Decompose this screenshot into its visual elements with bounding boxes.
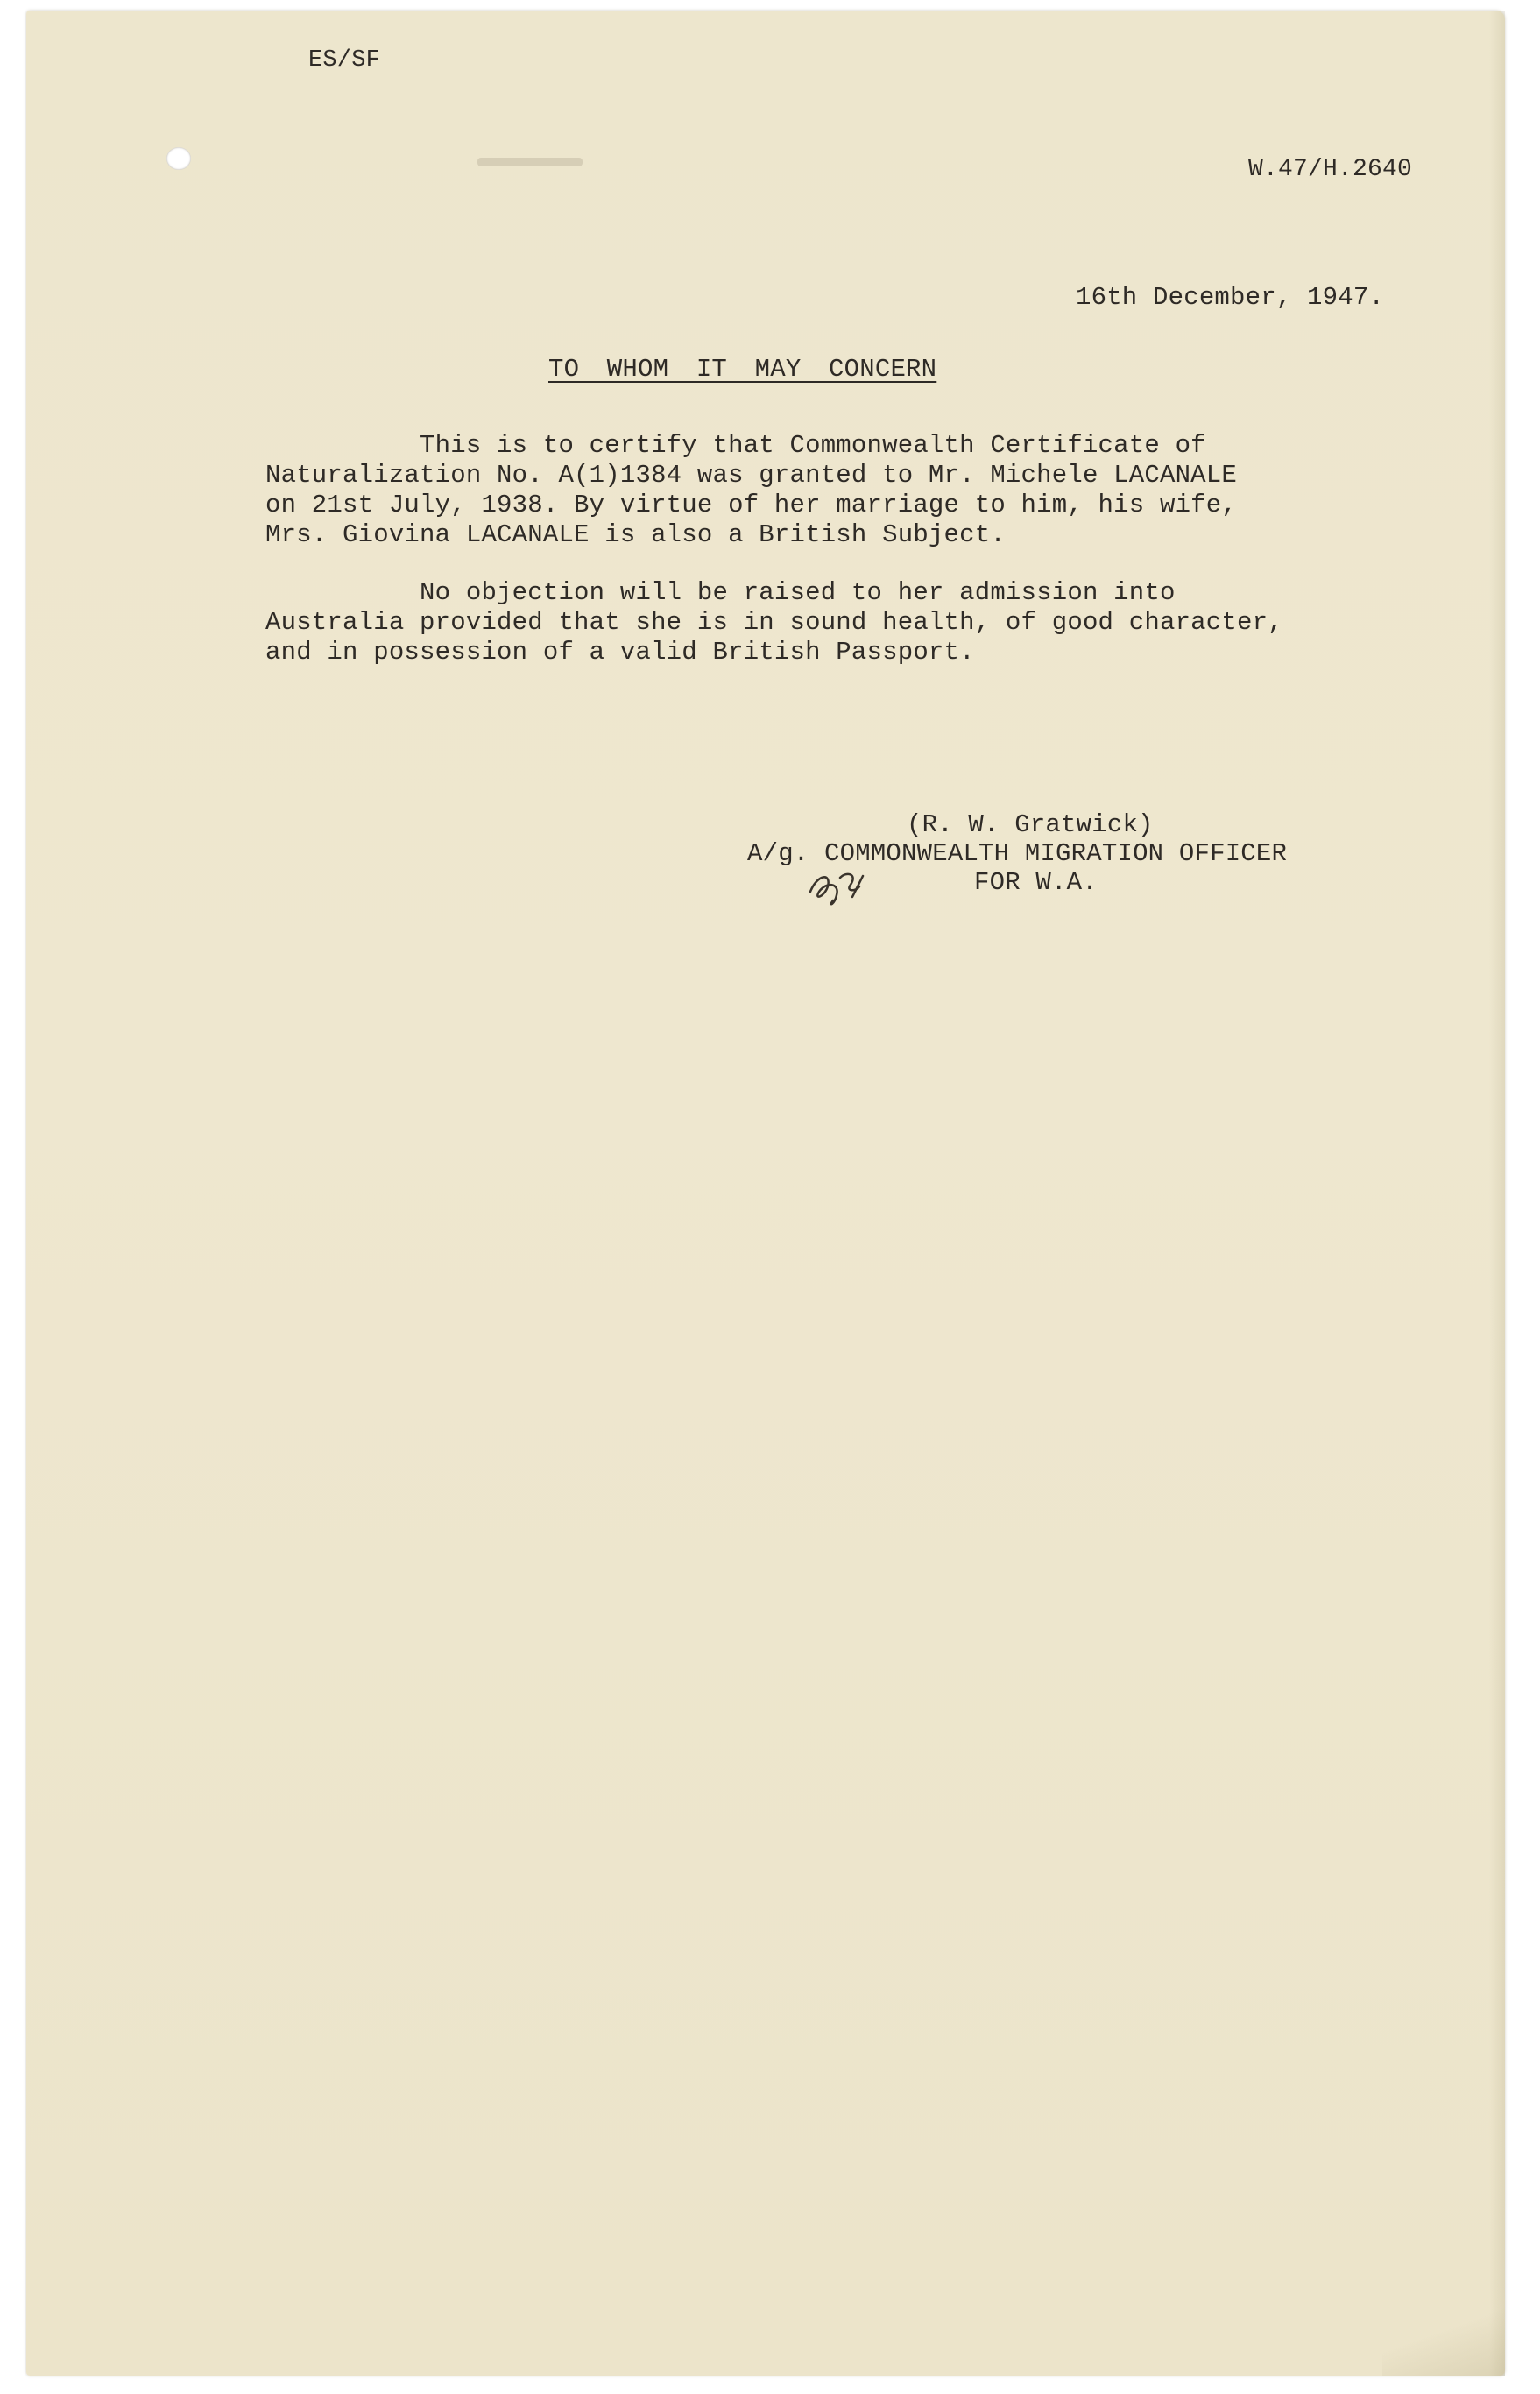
admission-paragraph: No objection will be raised to her admission into Australia provided that she is in sound health, of good character, and in possession of a valid British Passport.: [265, 578, 1283, 667]
document-date: 16th December, 1947.: [1076, 283, 1385, 312]
punch-hole: [166, 147, 191, 170]
certification-paragraph: This is to certify that Commonwealth Certificate of Naturalization No. A(1)1384 was granted to Mr. Michele LACANALE on 21st July, 1938. By virtue of her marriage to him, his wife, Mrs. Giovina LACANALE is also a British Subject.: [265, 431, 1237, 549]
signatory-title: A/g. COMMONWEALTH MIGRATION OFFICER: [747, 839, 1288, 868]
paper-edge-shadow: [1489, 11, 1505, 2376]
signatory-name: (R. W. Gratwick): [907, 810, 1154, 839]
handwritten-initials: [802, 865, 875, 911]
document-heading: TO WHOM IT MAY CONCERN: [548, 355, 937, 384]
ink-smudge: [477, 158, 583, 166]
paper-corner-wear: [1382, 2306, 1505, 2376]
signatory-region: FOR W.A.: [974, 868, 1098, 897]
reference-left: ES/SF: [308, 47, 381, 74]
file-reference: W.47/H.2640: [1248, 156, 1413, 183]
